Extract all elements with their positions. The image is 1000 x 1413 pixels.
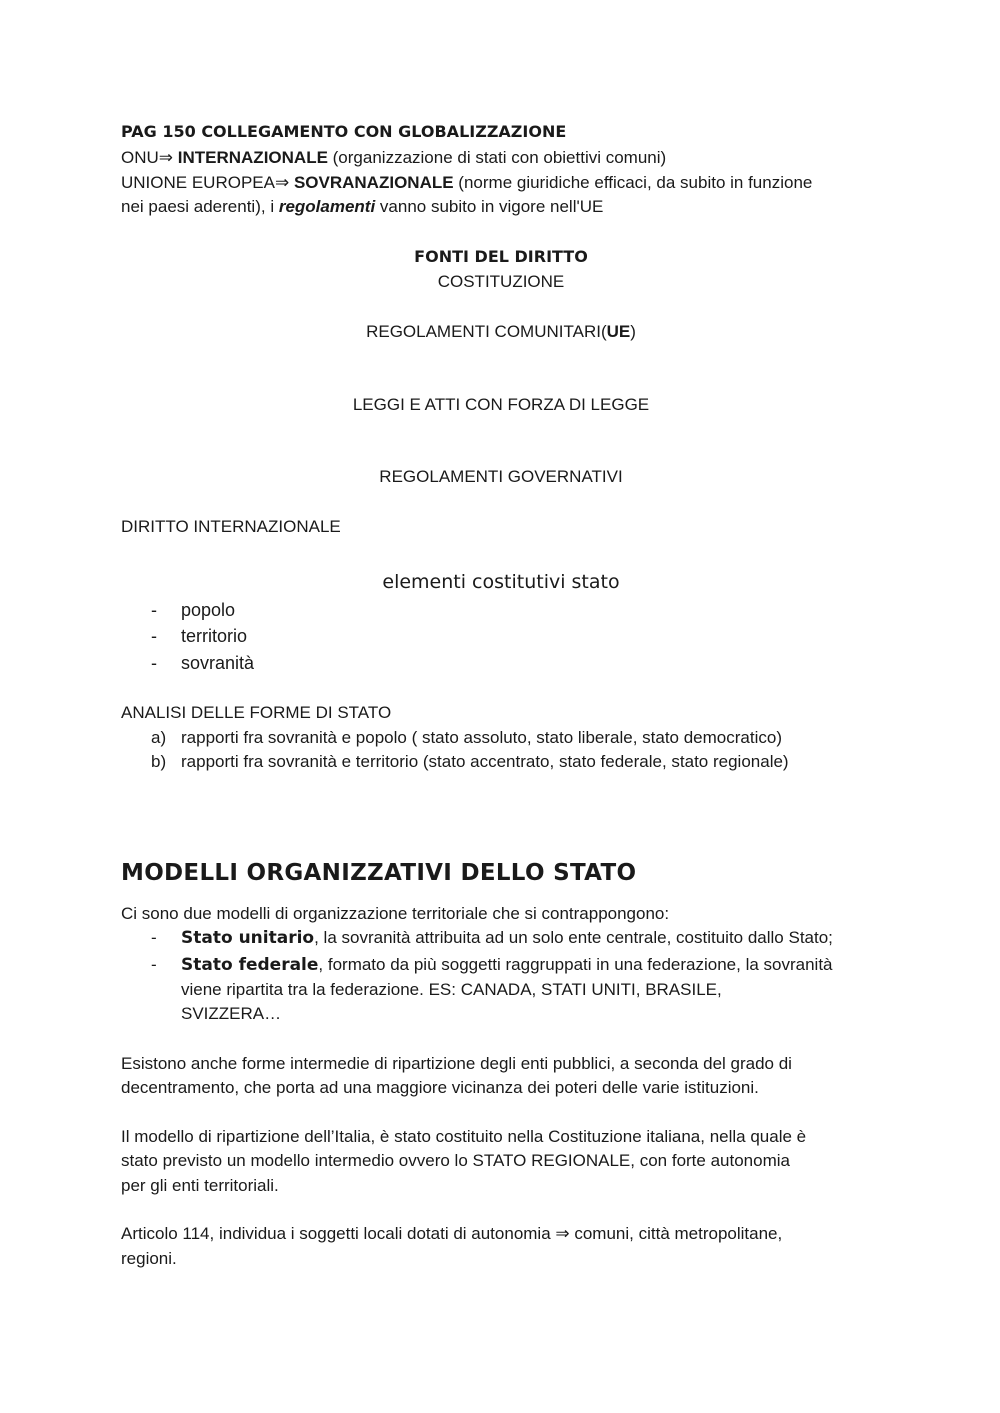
fonti-leggi: LEGGI E ATTI CON FORZA DI LEGGE [352,395,650,414]
ue-type: SOVRANAZIONALE [293,173,454,192]
bullet-marker: - [151,928,157,947]
onu-type: INTERNAZIONALE [177,148,328,167]
onu-label: ONU [121,148,159,167]
stato-federale-term: Stato federale [181,955,319,975]
bullet-marker: - [151,955,157,974]
paragraph-line: regioni. [121,1249,177,1268]
paragraph-line: decentramento, che porta ad una maggiore vicinanza dei poteri delle varie istituzioni. [121,1078,759,1097]
paragraph-line: Articolo 114, individua i soggetti locali dotati di autonomia ⇒ comuni, città metropolitane, [121,1224,783,1243]
ue-desc: (norme giuridiche efficaci, da subito in funzione [453,173,813,192]
analisi-title: ANALISI DELLE FORME DI STATO [121,703,392,722]
paragraph-line: stato previsto un modello intermedio ovvero lo STATO REGIONALE, con forte autonomia [121,1151,790,1170]
section-title: MODELLI ORGANIZZATIVI DELLO STATO [121,860,637,886]
paragraph-line: Il modello di ripartizione dell’Italia, è stato costituito nella Costituzione italiana, nella quale è [121,1127,807,1146]
fonti-regolamenti-governativi: REGOLAMENTI GOVERNATIVI [379,467,623,486]
federale-line-3: SVIZZERA… [181,1004,282,1023]
onu-line [121,146,666,170]
stato-unitario-term: Stato unitario [181,928,315,948]
arrow-icon: ⇒ [158,148,178,167]
ue-text-a: nei paesi aderenti), i [121,197,279,216]
bullet-marker: - [151,653,157,673]
ue-text-c: vanno subito in vigore nell'UE [375,197,604,216]
ue-label: UNIONE EUROPEA [121,173,275,192]
fonti-title: FONTI DEL DIRITTO [414,247,588,266]
list-marker: a) [151,728,167,747]
arrow-icon: ⇒ [274,173,294,192]
federale-line-2: viene ripartita tra la federazione. ES: CANADA, STATI UNITI, BRASILE, [181,980,722,999]
elementi-title: elementi costitutivi stato [382,571,620,593]
paragraph-line: Esistono anche forme intermedie di ripartizione degli enti pubblici, a seconda del grado di [121,1054,792,1073]
list-marker: b) [151,752,167,771]
modelli-intro: Ci sono due modelli di organizzazione territoriale che si contrappongono: [121,904,670,923]
fonti-regolamenti-comunitari: REGOLAMENTI COMUNITARI(UE) [366,322,636,341]
diritto-internazionale: DIRITTO INTERNAZIONALE [121,517,341,536]
ue-line-1 [121,171,812,195]
regolamenti-emphasis: regolamenti [278,197,376,216]
onu-desc: (organizzazione di stati con obiettivi comuni) [327,148,667,167]
paragraph-line: per gli enti territoriali. [121,1176,279,1195]
bullet-marker: - [151,626,157,646]
ue-line-2 [121,195,603,219]
fonti-costituzione: COSTITUZIONE [437,272,565,291]
intro-heading: PAG 150 COLLEGAMENTO CON GLOBALIZZAZIONE [121,122,567,141]
bullet-marker: - [151,600,157,620]
